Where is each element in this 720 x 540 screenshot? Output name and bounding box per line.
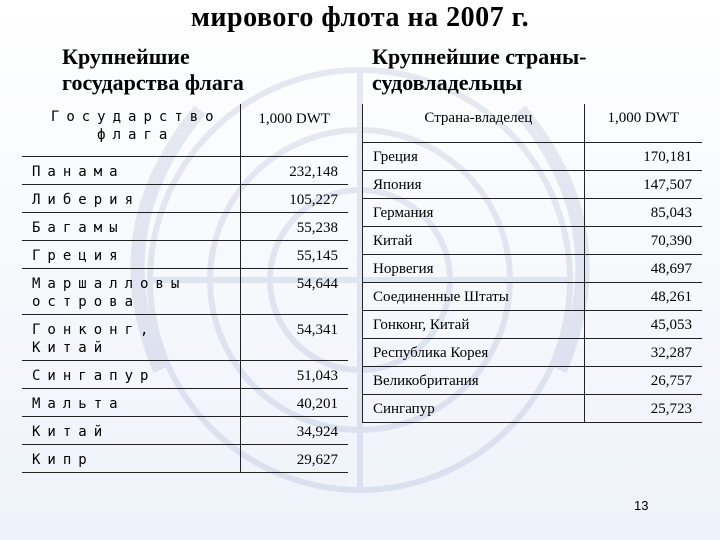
column-header-owner-country: Страна-владелец <box>363 104 585 142</box>
country-name: Греция <box>22 240 240 268</box>
dwt-value: 232,148 <box>240 156 348 184</box>
dwt-value: 70,390 <box>584 226 702 254</box>
country-name: Греция <box>363 142 585 170</box>
dwt-value: 34,924 <box>240 416 348 444</box>
dwt-value: 85,043 <box>584 198 702 226</box>
table-row <box>363 170 703 198</box>
country-name: Китай <box>363 226 585 254</box>
country-name: Норвегия <box>363 254 585 282</box>
dwt-value: 25,723 <box>584 394 702 422</box>
table-row <box>22 212 348 240</box>
country-name: Республика Корея <box>363 338 585 366</box>
table-row <box>22 444 348 472</box>
table-row <box>22 388 348 416</box>
column-header-flag-state: Государство флага <box>22 104 240 156</box>
right-subtitle: Крупнейшие страны- судовладельцы <box>372 44 587 95</box>
table-row <box>363 282 703 310</box>
table-row <box>363 254 703 282</box>
dwt-value: 40,201 <box>240 388 348 416</box>
country-name: Сингапур <box>22 360 240 388</box>
dwt-value: 105,227 <box>240 184 348 212</box>
country-name: Багамы <box>22 212 240 240</box>
table-row <box>22 240 348 268</box>
page-number: 13 <box>634 498 649 513</box>
dwt-value: 54,644 <box>240 268 348 314</box>
table-row <box>363 226 703 254</box>
slide-title: мирового флота на 2007 г. <box>190 2 530 33</box>
country-name: Великобритания <box>363 366 585 394</box>
dwt-value: 48,261 <box>584 282 702 310</box>
table-row <box>363 142 703 170</box>
table-row <box>363 198 703 226</box>
country-name: Либерия <box>22 184 240 212</box>
table-row <box>363 310 703 338</box>
dwt-value: 54,341 <box>240 314 348 360</box>
country-name: Гонконг, Китай <box>363 310 585 338</box>
table-row <box>22 268 348 314</box>
country-name: Мальта <box>22 388 240 416</box>
country-name: Гонконг, Китай <box>22 314 240 360</box>
country-name: Кипр <box>22 444 240 472</box>
table-header-row <box>22 104 348 156</box>
owner-countries-table <box>362 104 702 423</box>
dwt-value: 51,043 <box>240 360 348 388</box>
column-header-dwt: 1,000 DWT <box>240 104 348 156</box>
dwt-value: 26,757 <box>584 366 702 394</box>
left-subtitle: Крупнейшие государства флага <box>62 44 244 95</box>
dwt-value: 147,507 <box>584 170 702 198</box>
country-name: Панама <box>22 156 240 184</box>
country-name: Сингапур <box>363 394 585 422</box>
table-header-row <box>363 104 703 142</box>
country-name: Маршалловы острова <box>22 268 240 314</box>
table-row <box>22 184 348 212</box>
table-row <box>363 338 703 366</box>
column-header-dwt: 1,000 DWT <box>584 104 702 142</box>
flag-states-table <box>22 104 348 473</box>
dwt-value: 55,145 <box>240 240 348 268</box>
dwt-value: 170,181 <box>584 142 702 170</box>
country-name: Германия <box>363 198 585 226</box>
table-row <box>363 366 703 394</box>
table-row <box>22 314 348 360</box>
dwt-value: 45,053 <box>584 310 702 338</box>
table-row <box>22 360 348 388</box>
country-name: Китай <box>22 416 240 444</box>
dwt-value: 29,627 <box>240 444 348 472</box>
country-name: Соединенные Штаты <box>363 282 585 310</box>
dwt-value: 32,287 <box>584 338 702 366</box>
table-row <box>22 416 348 444</box>
table-row <box>22 156 348 184</box>
country-name: Япония <box>363 170 585 198</box>
dwt-value: 55,238 <box>240 212 348 240</box>
dwt-value: 48,697 <box>584 254 702 282</box>
table-row <box>363 394 703 422</box>
